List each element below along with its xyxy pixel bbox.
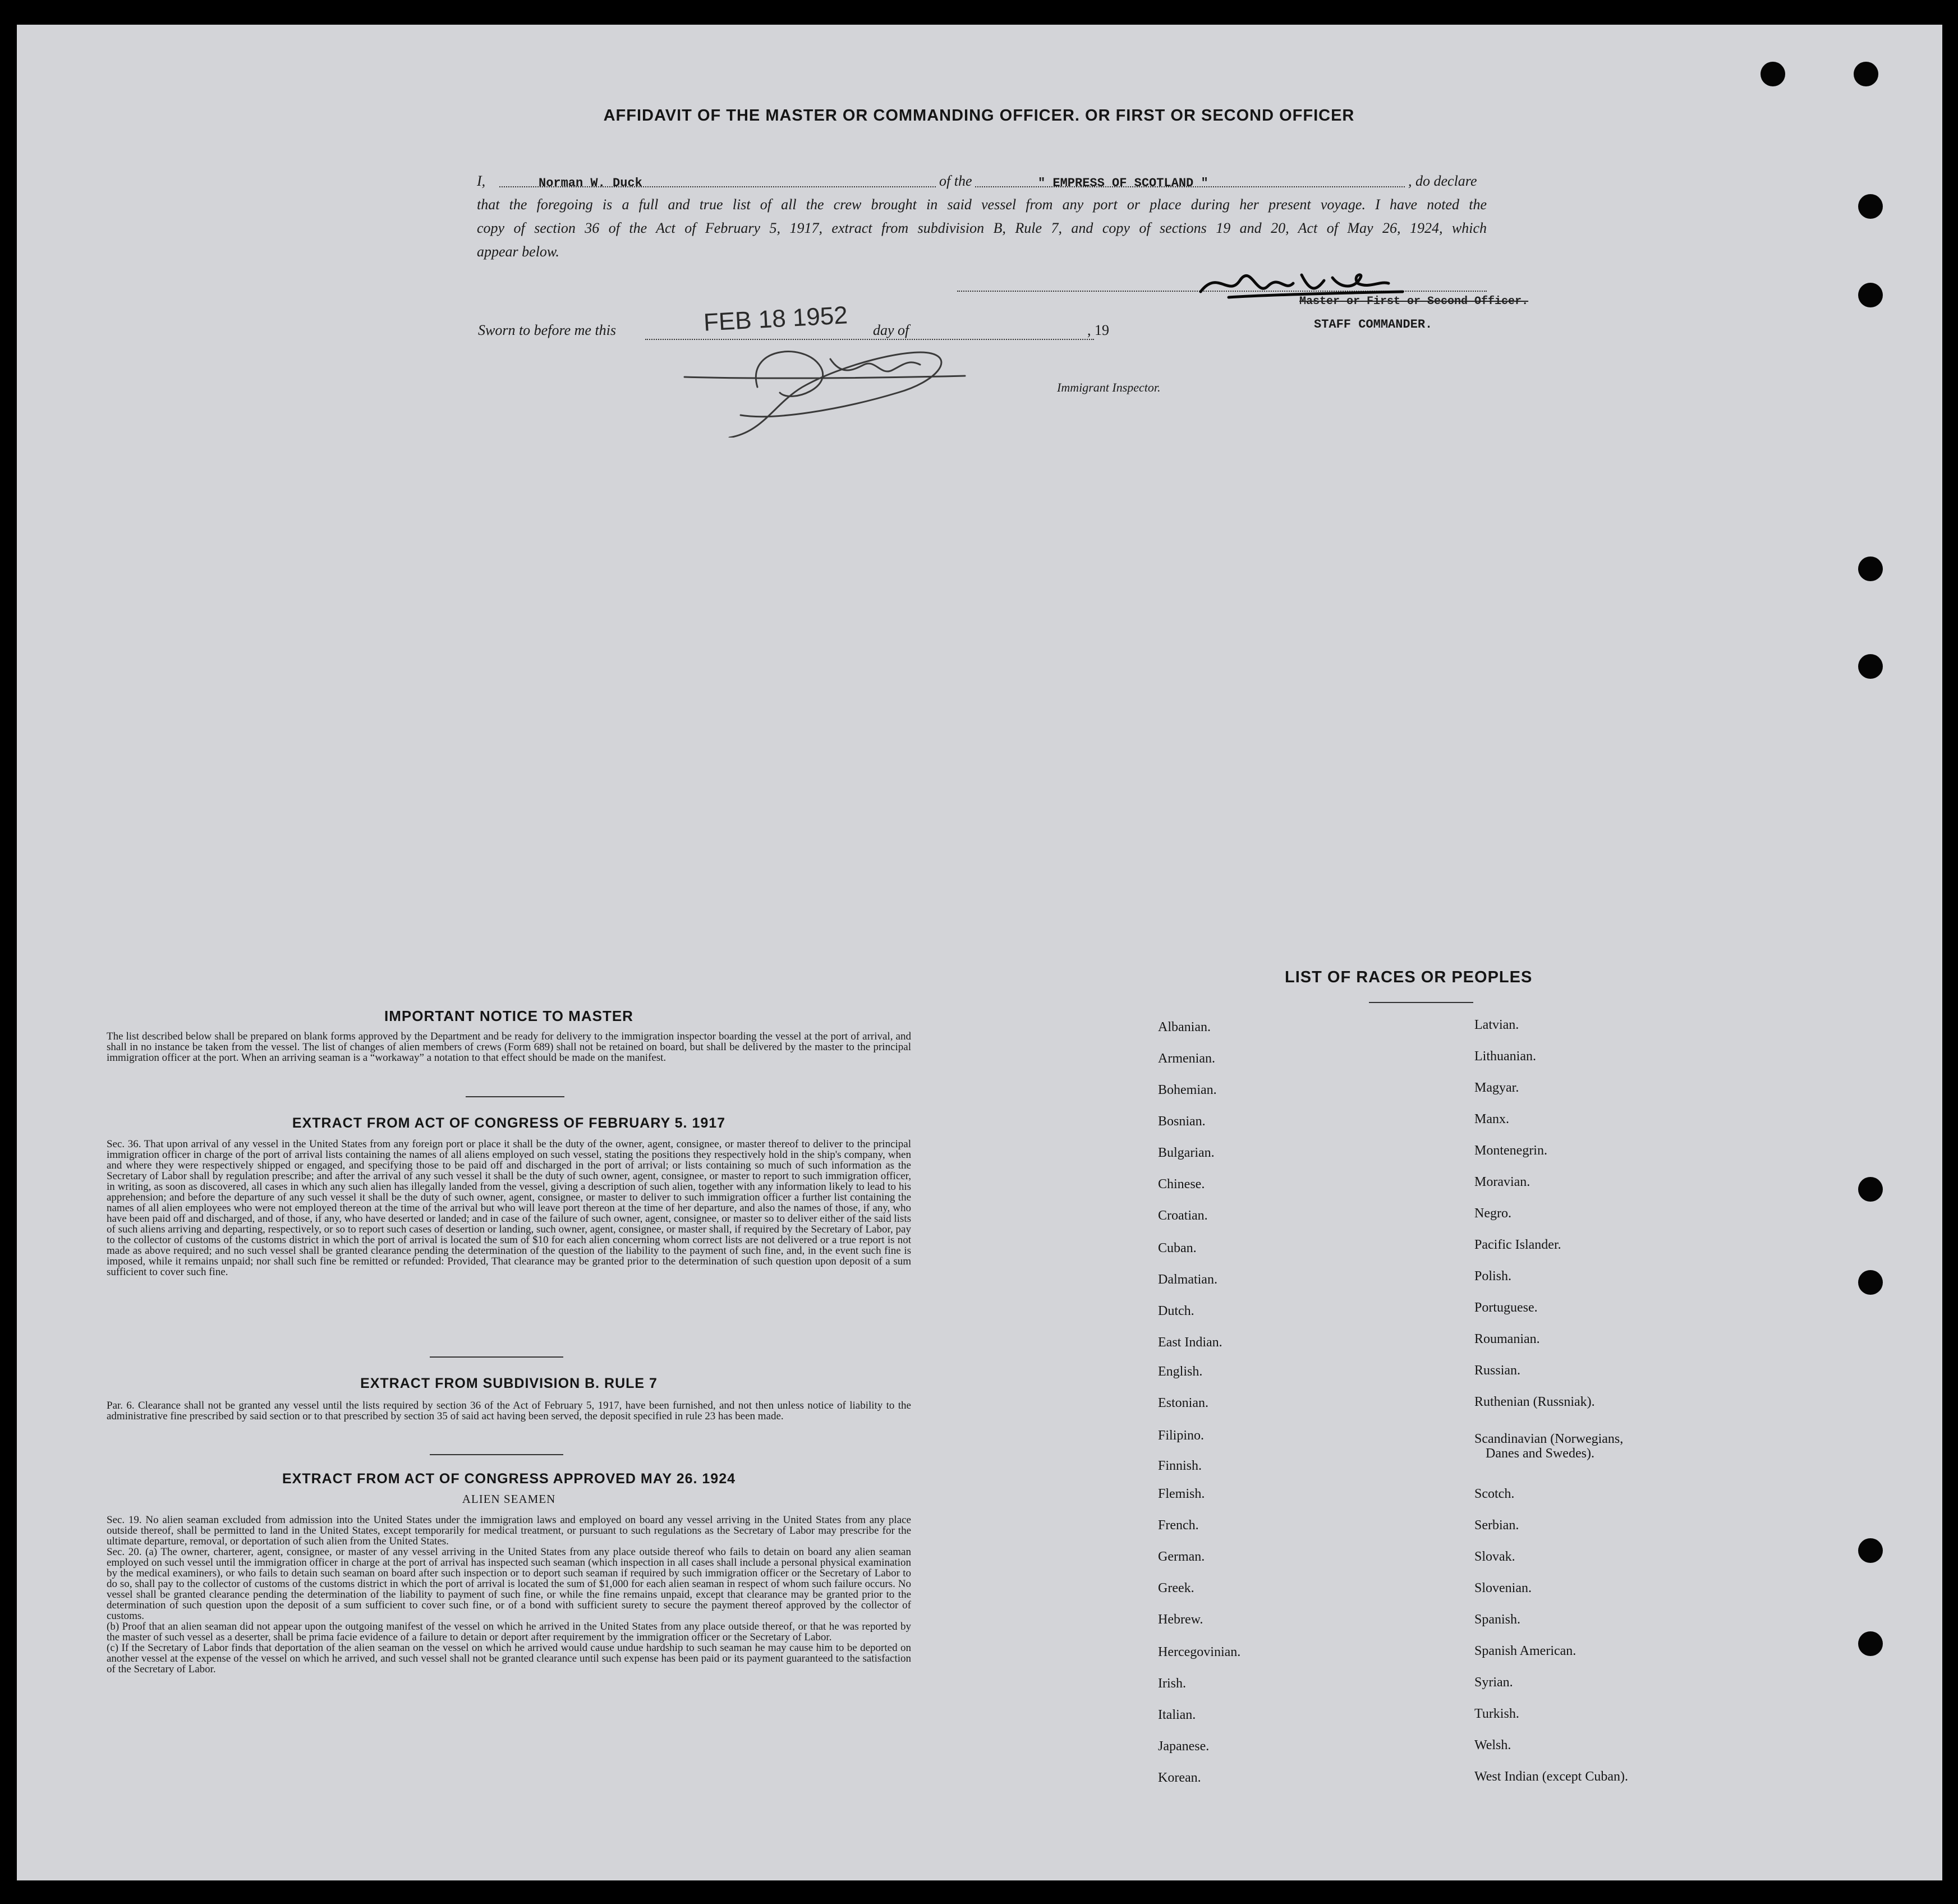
sec-20a-text: Sec. 20. (a) The owner, charterer, agent, consignee, or master of any vessel arriving in the United States from any place outside thereof who fails to detain on board any alien seaman employed on such vessel until the immigration officer in charge at the port of arrival has inspected such seaman (which inspection in all cases shall include a personal physical examination by the medical examiners), or who fails to detain such seaman on board after such inspection or to deport such seaman if required by such immigration officer or the Secretary of Labor to do so, shall pay to the collector of customs of the customs district in which the port of arrival is located the sum of $1,000 for each alien seaman in respect of whom such failure occurs. No vessel shall be granted clearance pending the determination of the liability to payment of such fine, or while the fine remains unpaid, except that clearance may be granted prior to the determination of such question upon the deposit of a sum sufficient to cover such fine, or of a bond with sufficient surety to secure the payment thereof approved by the collector of customs.	[107, 1546, 911, 1622]
race-item: Spanish American.	[1474, 1644, 1576, 1658]
master-name: Norman W. Duck	[539, 176, 642, 190]
race-item: Lithuanian.	[1474, 1049, 1536, 1064]
sworn-label: Sworn to before me this	[478, 322, 617, 338]
race-item: English.	[1158, 1364, 1203, 1379]
race-item: Latvian.	[1474, 1018, 1519, 1032]
race-item: Cuban.	[1158, 1241, 1197, 1255]
affidavit-title: AFFIDAVIT OF THE MASTER OR COMMANDING OFFICER. OR FIRST OR SECOND OFFICER	[603, 107, 1355, 125]
race-item: Flemish.	[1158, 1487, 1205, 1501]
declaration-line-3: copy of section 36 of the Act of February 5, 1917, extract from subdivision B, Rule 7, and copy of sections 19 and 20, Act of May 26, 1924, which	[477, 220, 1487, 236]
race-item: East Indian.	[1158, 1335, 1222, 1350]
section-divider	[1369, 1002, 1473, 1003]
punch-hole	[1858, 1270, 1883, 1295]
race-item: Scandinavian (Norwegians,	[1474, 1432, 1624, 1446]
section-divider	[430, 1356, 563, 1358]
race-item: Bosnian.	[1158, 1114, 1206, 1129]
race-item: Bohemian.	[1158, 1083, 1217, 1097]
race-item: Montenegrin.	[1474, 1143, 1547, 1158]
declaration-line-2: that the foregoing is a full and true list of all the crew brought in said vessel from any port or place during her present voyage. I have noted the	[477, 196, 1487, 213]
section-divider	[430, 1454, 563, 1455]
year-label: , 19	[1085, 322, 1109, 339]
do-declare-label: , do declare	[1406, 169, 1477, 193]
race-item: Scotch.	[1474, 1487, 1515, 1501]
race-item: Finnish.	[1158, 1459, 1202, 1473]
race-item: Moravian.	[1474, 1175, 1530, 1189]
extract-1917-text: Sec. 36. That upon arrival of any vessel in the United States from any foreign port or place it shall be the duty of the owner, agent, consignee, or master thereof to deliver to the principal immigration officer in charge of the port of arrival lists containing the names of all aliens employed on such vessel, stating the positions they respectively hold in the ship's company, when and where they were respectively shipped or engaged, and specifying those to be paid off and discharged in the port of arrival; or lists containing so much of such information as the Secretary of Labor shall by regulation prescribe; and after the arrival of any such vessel it shall be the duty of such owner, agent, consignee, or master to report to such immigration officer, in writing, as soon as discovered, all cases in which any such alien has illegally landed from the vessel, giving a description of such alien, together with any information likely to lead to his apprehension; and before the departure of any such vessel it shall be the duty of such owner, agent, consignee, or master to deliver to such immigration officer a further list containing the names of all alien employees who were not employed thereon at the time of the arrival but who will leave port thereon at the time of her departure, and also the names of those, if any, who have been paid off and discharged, and of those, if any, who have deserted or landed; and in case of the failure of such owner, agent, consignee, or master so to deliver either of the said lists of such aliens arriving and departing, respectively, or so to report such cases of desertion or landing, such owner, agent, consignee, or master shall, if required by the Secretary of Labor, pay to the collector of customs of the customs district in which the port of arrival is located the sum of $10 for each alien concerning whom correct lists are not delivered or a true report is not made as above required; and no such vessel shall be granted clearance pending the determination of the question of the liability to the payment of such fine, and, in the event such fine is imposed, while it remains unpaid; nor shall such fine be remitted or refunded: Provided, That clearance may be granted prior to the determination of such question upon deposit of a sum sufficient to cover such fine.	[107, 1138, 911, 1278]
race-item: Japanese.	[1158, 1739, 1210, 1754]
rule7-title: EXTRACT FROM SUBDIVISION B. RULE 7	[360, 1376, 658, 1391]
extract-1924-body	[107, 1515, 911, 1675]
race-item: Dutch.	[1158, 1304, 1194, 1318]
race-item: Roumanian.	[1474, 1332, 1540, 1346]
race-item: French.	[1158, 1518, 1199, 1533]
race-item: Hebrew.	[1158, 1612, 1203, 1627]
extract-1924-title: EXTRACT FROM ACT OF CONGRESS APPROVED MAY 26. 1924	[282, 1471, 736, 1487]
vessel-name: " EMPRESS OF SCOTLAND "	[1038, 176, 1208, 190]
punch-hole	[1761, 62, 1785, 86]
race-item: Syrian.	[1474, 1675, 1513, 1690]
race-item: Welsh.	[1474, 1738, 1511, 1753]
race-item: Croatian.	[1158, 1208, 1208, 1223]
race-item: Polish.	[1474, 1269, 1512, 1284]
race-item-scandinavian-continued: Danes and Swedes).	[1486, 1446, 1594, 1461]
punch-hole	[1858, 283, 1883, 307]
sec-20b-text: (b) Proof that an alien seaman did not appear upon the outgoing manifest of the vessel on which he arrived in the United States from any place outside thereof, or that he was reported by the master of such vessel as a deserter, shall be prima facie evidence of a failure to detain or deport after requirement by the immigration officer or the Secretary of Labor.	[107, 1621, 911, 1643]
race-item: Serbian.	[1474, 1518, 1519, 1533]
day-of-label: day of	[871, 322, 911, 339]
sec-20c-text: (c) If the Secretary of Labor finds that deportation of the alien seaman on the vessel on which he arrived would cause undue hardship to such seaman he may cause him to be deported on another vessel at the expense of the vessel on which he arrived, and such vessel shall not be granted clearance until such expense has been paid or its payment guaranteed to the satisfaction of the Secretary of Labor.	[107, 1642, 911, 1675]
race-item: West Indian (except Cuban).	[1474, 1769, 1628, 1784]
punch-hole	[1858, 1538, 1883, 1563]
declaration-line-4: appear below.	[477, 243, 559, 260]
race-item: Bulgarian.	[1158, 1146, 1215, 1160]
inspector-label: Immigrant Inspector.	[1057, 380, 1161, 394]
race-item: Ruthenian (Russniak).	[1474, 1395, 1595, 1409]
race-item: Albanian.	[1158, 1020, 1211, 1034]
struck-officer-title: Master or First or Second Officer.	[1299, 295, 1529, 308]
race-item: Hercegovinian.	[1158, 1645, 1241, 1659]
race-item: Korean.	[1158, 1770, 1201, 1785]
race-item: Armenian.	[1158, 1051, 1215, 1066]
race-item: Russian.	[1474, 1363, 1521, 1378]
race-item: Irish.	[1158, 1676, 1186, 1691]
staff-commander-title: STAFF COMMANDER.	[1314, 318, 1433, 332]
i-label: I,	[477, 173, 486, 189]
declaration-line-1	[477, 169, 1487, 193]
race-item: Dalmatian.	[1158, 1272, 1217, 1287]
race-item: Slovak.	[1474, 1549, 1515, 1564]
race-item: Greek.	[1158, 1581, 1194, 1595]
races-title: LIST OF RACES OR PEOPLES	[1285, 968, 1533, 986]
declaration	[477, 169, 1487, 264]
race-item: Pacific Islander.	[1474, 1238, 1561, 1252]
extract-1917-title: EXTRACT FROM ACT OF CONGRESS OF FEBRUARY 5. 1917	[292, 1115, 726, 1131]
punch-hole	[1858, 654, 1883, 679]
race-item: Estonian.	[1158, 1396, 1208, 1410]
race-item: Spanish.	[1474, 1612, 1521, 1627]
punch-hole	[1858, 1631, 1883, 1656]
race-item: Filipino.	[1158, 1428, 1205, 1443]
alien-seamen-subtitle: ALIEN SEAMEN	[462, 1492, 556, 1506]
race-item: Italian.	[1158, 1708, 1196, 1722]
inspector-signature	[673, 325, 987, 438]
punch-hole	[1858, 1177, 1883, 1202]
punch-hole	[1858, 194, 1883, 219]
of-the-label: of the	[937, 169, 975, 193]
race-item: Chinese.	[1158, 1177, 1205, 1192]
notice-text: The list described below shall be prepared on blank forms approved by the Department and be ready for delivery to the immigration inspector boarding the vessel at the port of arrival, and shall in no instance be taken from the vessel. The list of changes of alien members of crews (Form 689) shall not be retained on board, but shall be delivered by the master to the principal immigration officer at the port. When an arriving seaman is a “workaway” a notation to that effect should be made on the manifest.	[107, 1031, 911, 1064]
race-item: Negro.	[1474, 1206, 1511, 1221]
date-stamp: FEB 18 1952	[702, 301, 848, 337]
race-item: German.	[1158, 1549, 1205, 1564]
punch-hole	[1854, 62, 1878, 86]
race-item: Manx.	[1474, 1112, 1509, 1126]
punch-hole	[1858, 557, 1883, 581]
race-item: Turkish.	[1474, 1707, 1519, 1721]
section-divider	[466, 1096, 564, 1097]
sec-19-text: Sec. 19. No alien seaman excluded from admission into the United States under the immigration laws and employed on board any vessel arriving in the United States from any place outside thereof, shall be permitted to land in the United States, except temporarily for medical treatment, or pursuant to such regulations as the Secretary of Labor may prescribe for the ultimate departure, removal, or deportation of such alien from the United States.	[107, 1514, 911, 1547]
race-item: Portuguese.	[1474, 1300, 1538, 1315]
rule7-text: Par. 6. Clearance shall not be granted any vessel until the lists required by section 36 of the Act of February 5, 1917, have been furnished, and not then unless notice of liability to the administrative fine prescribed by said section or to that prescribed by section 35 of said act having been served, the deposit specified in rule 23 has been made.	[107, 1400, 911, 1422]
notice-title: IMPORTANT NOTICE TO MASTER	[384, 1008, 633, 1024]
race-item: Magyar.	[1474, 1080, 1519, 1095]
race-item: Slovenian.	[1474, 1581, 1532, 1595]
